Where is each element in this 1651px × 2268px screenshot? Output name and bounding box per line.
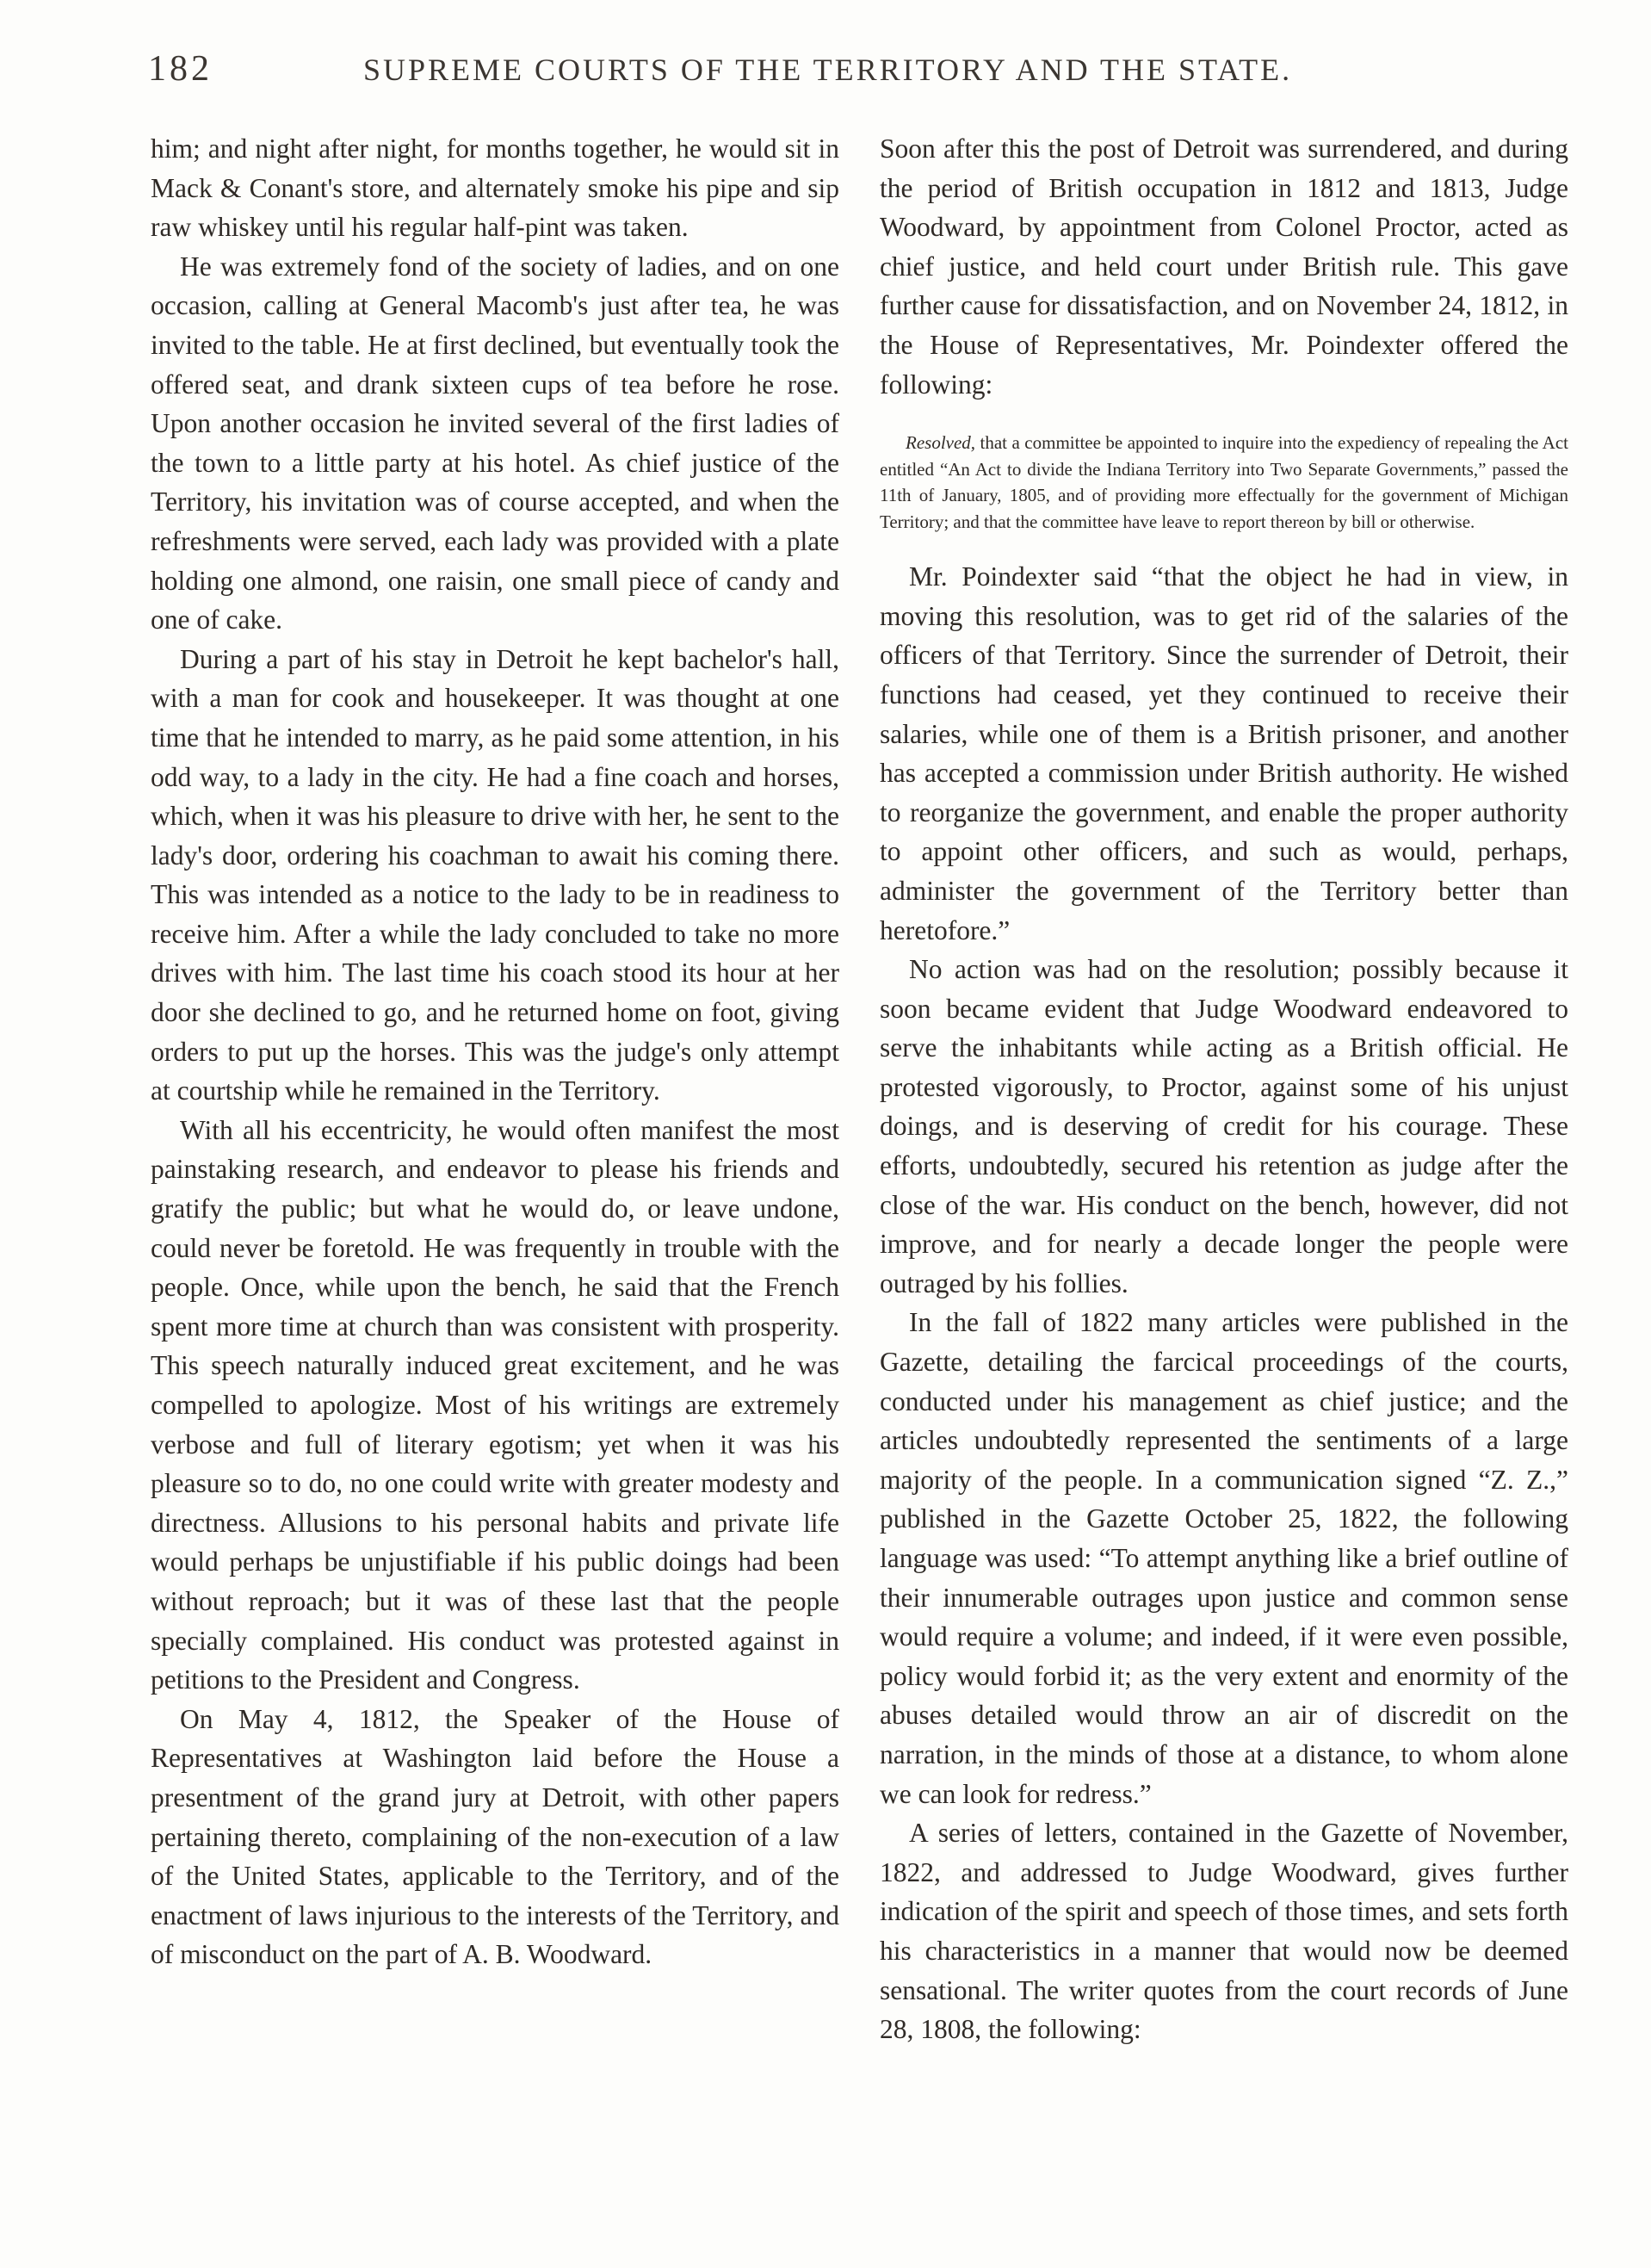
body-paragraph: him; and night after night, for months together, he would sit in Mack & Conant's store, and alternately smoke his pipe and sip raw whiskey until his regular half-pint was taken. [151, 133, 839, 243]
left-column [151, 129, 839, 1974]
running-title: SUPREME COURTS OF THE TERRITORY AND THE STATE. [363, 53, 1293, 87]
body-paragraph: Mr. Poindexter said “that the object he had in view, in moving this resolution, was to get rid of the salaries of the officers of that Territory. Since the surrender of Detroit, their functions had ceased, yet they continued to receive their salaries, while one of them is a British prisoner, and another has accepted a commission under British authority. He wished to reorganize the government, and enable the proper authority to appoint other officers, and such as would, perhaps, administer the government of the Territory better than heretofore.” [880, 561, 1568, 945]
body-paragraph: No action was had on the resolution; possibly because it soon became evident that Judge Woodward endeavored to serve the inhabitants while acting as a British official. He protested vigorously, to Proctor, against some of his unjust doings, and is deserving of credit for his courage. These efforts, undoubtedly, secured his retention as judge after the close of the war. His conduct on the bench, however, did not improve, and for nearly a decade longer the people were outraged by his follies. [880, 954, 1568, 1298]
right-column [880, 129, 1568, 2049]
page-number: 182 [148, 49, 213, 89]
body-paragraph: In the fall of 1822 many articles were published in the Gazette, detailing the farcical proceedings of the courts, conducted under his management as chief justice; and the articles undoubtedly represented the sentiments of a large majority of the people. In a communication signed “Z. Z.,” published in the Gazette October 25, 1822, the following language was used: “To attempt anything like a brief outline of their innumerable outrages upon justice and common sense would require a volume; and indeed, if it were even possible, policy would forbid it; as the very extent and enormity of the abuses detailed would throw an air of discredit on the narration, in the minds of those at a distance, to whom alone we can look for redress.” [880, 1307, 1568, 1809]
body-paragraph: On May 4, 1812, the Speaker of the House of Representatives at Washington laid before the House a presentment of the grand jury at Detroit, with other papers pertaining thereto, complaining of the non-execution of a law of the United States, applicable to the Territory, and of the enactment of laws injurious to the interests of the Territory, and of misconduct on the part of A. B. Woodward. [151, 1703, 839, 1970]
resolution-quote [880, 430, 1568, 535]
resolution-text: that a committee be appointed to inquire into the expediency of repealing the Act entitled “An Act to divide the Indiana Territory into Two Separate Governments,” passed the 11th of January, 1805, and of providing more effectually for the government of Michigan Territory; and that the committee have leave to report thereon by bill or otherwise. [880, 432, 1568, 532]
body-paragraph: With all his eccentricity, he would often manifest the most painstaking research, and endeavor to please his friends and gratify the public; but what he would do, or leave undone, could never be foretold. He was frequently in trouble with the people. Once, while upon the bench, he said that the French spent more time at church than was consistent with prosperity. This speech naturally induced great excitement, and he was compelled to apologize. Most of his writings are extremely verbose and full of literary egotism; yet when it was his pleasure so to do, no one could write with greater modesty and directness. Allusions to his personal habits and private life would perhaps be unjustifiable if his public doings had been without reproach; but it was of these last that the people specially complained. His conduct was protested against in petitions to the President and Congress. [151, 1114, 839, 1695]
running-header [148, 48, 1379, 100]
resolution-lead: Resolved, [906, 432, 976, 454]
body-paragraph: During a part of his stay in Detroit he kept bachelor's hall, with a man for cook and housekeeper. It was thought at one time that he intended to marry, as he paid some attention, in his odd way, to a lady in the city. He had a fine coach and horses, which, when it was his pleasure to drive with her, he sent to the lady's door, ordering his coachman to await his coming there. This was intended as a notice to the lady to be in readiness to receive him. After a while the lady concluded to take no more drives with him. The last time his coach stood its hour at her door she declined to go, and he returned home on foot, giving orders to put up the horses. This was the judge's only attempt at courtship while he remained in the Territory. [151, 643, 839, 1106]
body-paragraph: Soon after this the post of Detroit was surrendered, and during the period of British occupation in 1812 and 1813, Judge Woodward, by appointment from Colonel Proctor, acted as chief justice, and held court under British rule. This gave further cause for dissatisfaction, and on November 24, 1812, in the House of Representatives, Mr. Poindexter offered the following: [880, 133, 1568, 400]
body-paragraph: He was extremely fond of the society of ladies, and on one occasion, calling at General Macomb's just after tea, he was invited to the table. He at first declined, but eventually took the offered seat, and drank sixteen cups of tea before he rose. Upon another occasion he invited several of the first ladies of the town to a little party at his hotel. As chief justice of the Territory, his invitation was of course accepted, and when the refreshments were served, each lady was provided with a plate holding one almond, one raisin, one small piece of candy and one of cake. [151, 251, 839, 635]
body-paragraph: A series of letters, contained in the Gazette of November, 1822, and addressed to Judge Woodward, gives further indication of the spirit and speech of those times, and sets forth his characteristics in a manner that would now be deemed sensational. The writer quotes from the court records of June 28, 1808, the following: [880, 1818, 1568, 2045]
